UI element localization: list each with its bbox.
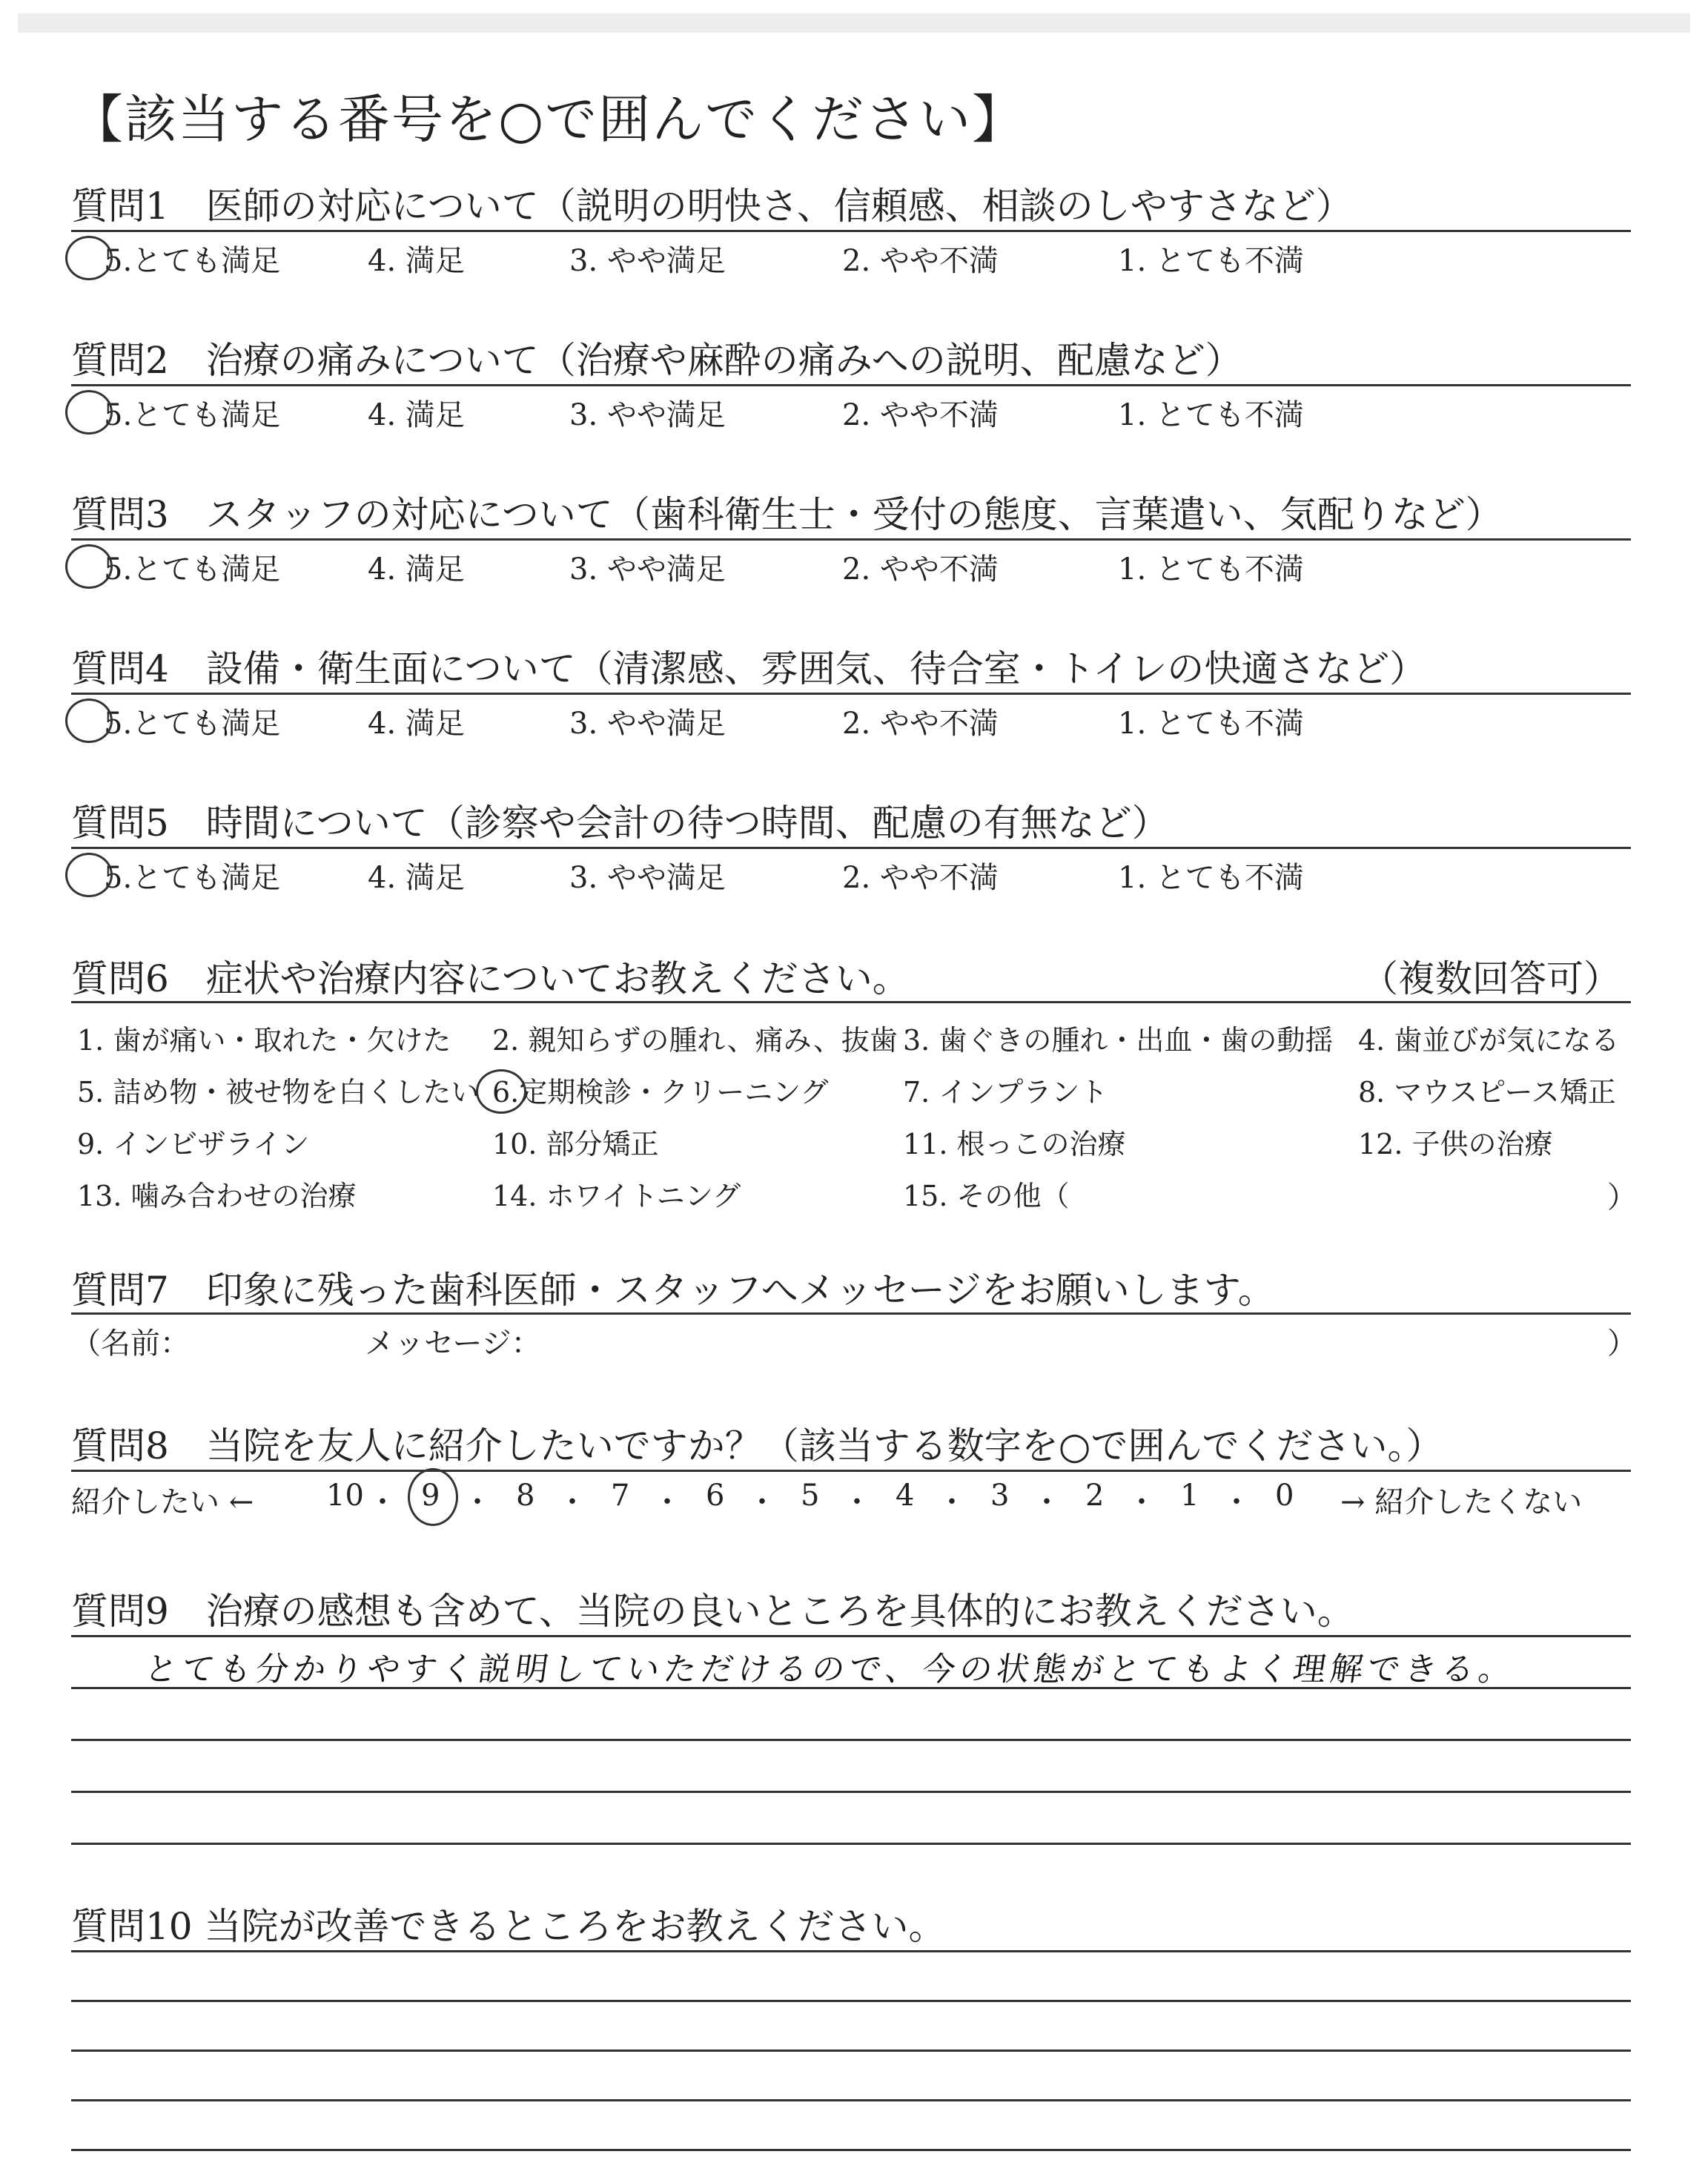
q8-selected-circle: [408, 1468, 458, 1526]
q1-rule: [71, 230, 1631, 232]
q6-option-11[interactable]: 11. 根っこの治療: [903, 1128, 1126, 1160]
q8-separator: ・: [842, 1485, 872, 1519]
q8-score-1[interactable]: 1: [1180, 1479, 1199, 1513]
q8-score-6[interactable]: 6: [706, 1479, 725, 1513]
q6-option-4[interactable]: 4. 歯並びが気になる: [1358, 1024, 1620, 1057]
q8-score-0[interactable]: 0: [1275, 1479, 1294, 1513]
q8-separator: ・: [1127, 1485, 1156, 1519]
q4-selected-circle: [65, 698, 113, 743]
q10-rule-2: [71, 2000, 1631, 2002]
q10-rule-1: [71, 1950, 1631, 1952]
q7-message-label: メッセージ：: [365, 1327, 541, 1361]
q9-rule-4: [71, 1791, 1631, 1793]
q6-option-3[interactable]: 3. 歯ぐきの腫れ・出血・歯の動揺: [903, 1024, 1334, 1057]
q8-separator: ・: [368, 1485, 397, 1519]
q8-separator: ・: [937, 1485, 967, 1519]
q5-rule: [71, 847, 1631, 849]
q6-option-13[interactable]: 13. 噛み合わせの治療: [77, 1180, 357, 1212]
q9-handwritten-answer: とても分かりやすく説明していただけるので、今の状態がとてもよく理解できる。: [142, 1651, 1519, 1688]
q6-option-6[interactable]: 6.定期検診・クリーニング: [492, 1076, 829, 1109]
q7-close-paren: ）: [1607, 1327, 1637, 1361]
q8-score-10[interactable]: 10: [326, 1479, 364, 1513]
q6-rule: [71, 1001, 1631, 1003]
q9-rule-2: [71, 1687, 1631, 1689]
q2-option-2[interactable]: 2. やや不満: [842, 398, 999, 432]
q4-option-5[interactable]: 5.とても満足: [104, 707, 281, 741]
q8-score-9[interactable]: 9: [421, 1479, 440, 1513]
q6-option-2[interactable]: 2. 親知らずの腫れ、痛み、抜歯: [492, 1024, 898, 1057]
q5-option-5[interactable]: 5.とても満足: [104, 861, 281, 895]
q3-option-2[interactable]: 2. やや不満: [842, 552, 999, 587]
q2-selected-circle: [65, 390, 113, 435]
q5-title: 質問5 時間について（診察や会計の待つ時間、配慮の有無など）: [71, 802, 1169, 845]
q7-title: 質問7 印象に残った歯科医師・スタッフへメッセージをお願いします。: [71, 1269, 1275, 1312]
q6-title: 質問6 症状や治療内容についてお教えください。: [71, 957, 910, 1000]
q7-name-label: （名前：: [71, 1327, 190, 1361]
page-title: 【該当する番号を○で囲んでください】: [71, 89, 1026, 150]
q8-right-label: → 紹介したくない: [1340, 1485, 1583, 1519]
q4-option-3[interactable]: 3. やや満足: [569, 707, 726, 741]
q4-title: 質問4 設備・衛生面について（清潔感、雰囲気、待合室・トイレの快適さなど）: [71, 647, 1427, 690]
q8-left-label: 紹介したい ←: [71, 1485, 254, 1519]
q5-option-1[interactable]: 1. とても不満: [1118, 861, 1304, 895]
q3-option-4[interactable]: 4. 満足: [368, 552, 465, 587]
q6-option-1[interactable]: 1. 歯が痛い・取れた・欠けた: [77, 1024, 451, 1057]
q5-selected-circle: [65, 853, 113, 897]
q4-option-1[interactable]: 1. とても不満: [1118, 707, 1304, 741]
q9-title: 質問9 治療の感想も含めて、当院の良いところを具体的にお教えください。: [71, 1590, 1354, 1633]
q1-title: 質問1 医師の対応について（説明の明快さ、信頼感、相談のしやすさなど）: [71, 185, 1353, 228]
q10-rule-4: [71, 2099, 1631, 2101]
q5-option-3[interactable]: 3. やや満足: [569, 861, 726, 895]
q9-rule-5: [71, 1843, 1631, 1845]
q8-rule: [71, 1470, 1631, 1472]
q6-close-paren: ）: [1607, 1180, 1637, 1215]
q8-separator: ・: [1032, 1485, 1062, 1519]
q8-separator: ・: [652, 1485, 682, 1519]
q6-option-14[interactable]: 14. ホワイトニング: [492, 1180, 741, 1212]
q6-option-8[interactable]: 8. マウスピース矯正: [1358, 1076, 1616, 1109]
q3-rule: [71, 538, 1631, 541]
q2-title: 質問2 治療の痛みについて（治療や麻酔の痛みへの説明、配慮など）: [71, 339, 1242, 382]
q6-option-15[interactable]: 15. その他（: [903, 1180, 1070, 1212]
q6-option-5[interactable]: 5. 詰め物・被せ物を白くしたい: [77, 1076, 480, 1109]
q7-rule: [71, 1312, 1631, 1315]
q2-option-1[interactable]: 1. とても不満: [1118, 398, 1304, 432]
q6-selected-circle: [476, 1069, 526, 1114]
q9-rule-3: [71, 1739, 1631, 1741]
q8-score-5[interactable]: 5: [801, 1479, 820, 1513]
q3-option-1[interactable]: 1. とても不満: [1118, 552, 1304, 587]
q1-selected-circle: [65, 236, 113, 280]
q8-title: 質問8 当院を友人に紹介したいですか？（該当する数字を○で囲んでください。）: [71, 1424, 1443, 1467]
scan-top-band: [18, 13, 1690, 33]
q1-option-2[interactable]: 2. やや不満: [842, 244, 999, 278]
q8-separator: ・: [463, 1485, 492, 1519]
q6-option-12[interactable]: 12. 子供の治療: [1358, 1128, 1553, 1160]
q8-separator: ・: [747, 1485, 777, 1519]
q2-option-4[interactable]: 4. 満足: [368, 398, 465, 432]
q2-option-5[interactable]: 5.とても満足: [104, 398, 281, 432]
q8-score-4[interactable]: 4: [896, 1479, 915, 1513]
q5-option-2[interactable]: 2. やや不満: [842, 861, 999, 895]
q8-separator: ・: [557, 1485, 587, 1519]
q3-title: 質問3 スタッフの対応について（歯科衛生士・受付の態度、言葉遣い、気配りなど）: [71, 493, 1503, 536]
q6-option-10[interactable]: 10. 部分矯正: [492, 1128, 659, 1160]
q9-rule-1: [71, 1635, 1631, 1637]
q3-option-3[interactable]: 3. やや満足: [569, 552, 726, 587]
q6-note: （複数回答可）: [1361, 957, 1621, 1000]
q10-rule-3: [71, 2050, 1631, 2052]
q1-option-4[interactable]: 4. 満足: [368, 244, 465, 278]
q8-score-7[interactable]: 7: [611, 1479, 630, 1513]
q4-rule: [71, 693, 1631, 695]
q2-option-3[interactable]: 3. やや満足: [569, 398, 726, 432]
q3-option-5[interactable]: 5.とても満足: [104, 552, 281, 587]
q3-selected-circle: [65, 544, 113, 589]
q8-separator: ・: [1222, 1485, 1251, 1519]
q2-rule: [71, 384, 1631, 386]
q10-title: 質問10 当院が改善できるところをお教えください。: [71, 1905, 946, 1948]
q8-score-8[interactable]: 8: [516, 1479, 535, 1513]
q1-option-1[interactable]: 1. とても不満: [1118, 244, 1304, 278]
q8-score-2[interactable]: 2: [1085, 1479, 1105, 1513]
q6-option-9[interactable]: 9. インビザライン: [77, 1128, 310, 1160]
q6-option-7[interactable]: 7. インプラント: [903, 1076, 1108, 1109]
q4-option-2[interactable]: 2. やや不満: [842, 707, 999, 741]
q1-option-5[interactable]: 5.とても満足: [104, 244, 281, 278]
q4-option-4[interactable]: 4. 満足: [368, 707, 465, 741]
q8-score-3[interactable]: 3: [990, 1479, 1010, 1513]
q10-rule-5: [71, 2149, 1631, 2151]
q5-option-4[interactable]: 4. 満足: [368, 861, 465, 895]
q1-option-3[interactable]: 3. やや満足: [569, 244, 726, 278]
